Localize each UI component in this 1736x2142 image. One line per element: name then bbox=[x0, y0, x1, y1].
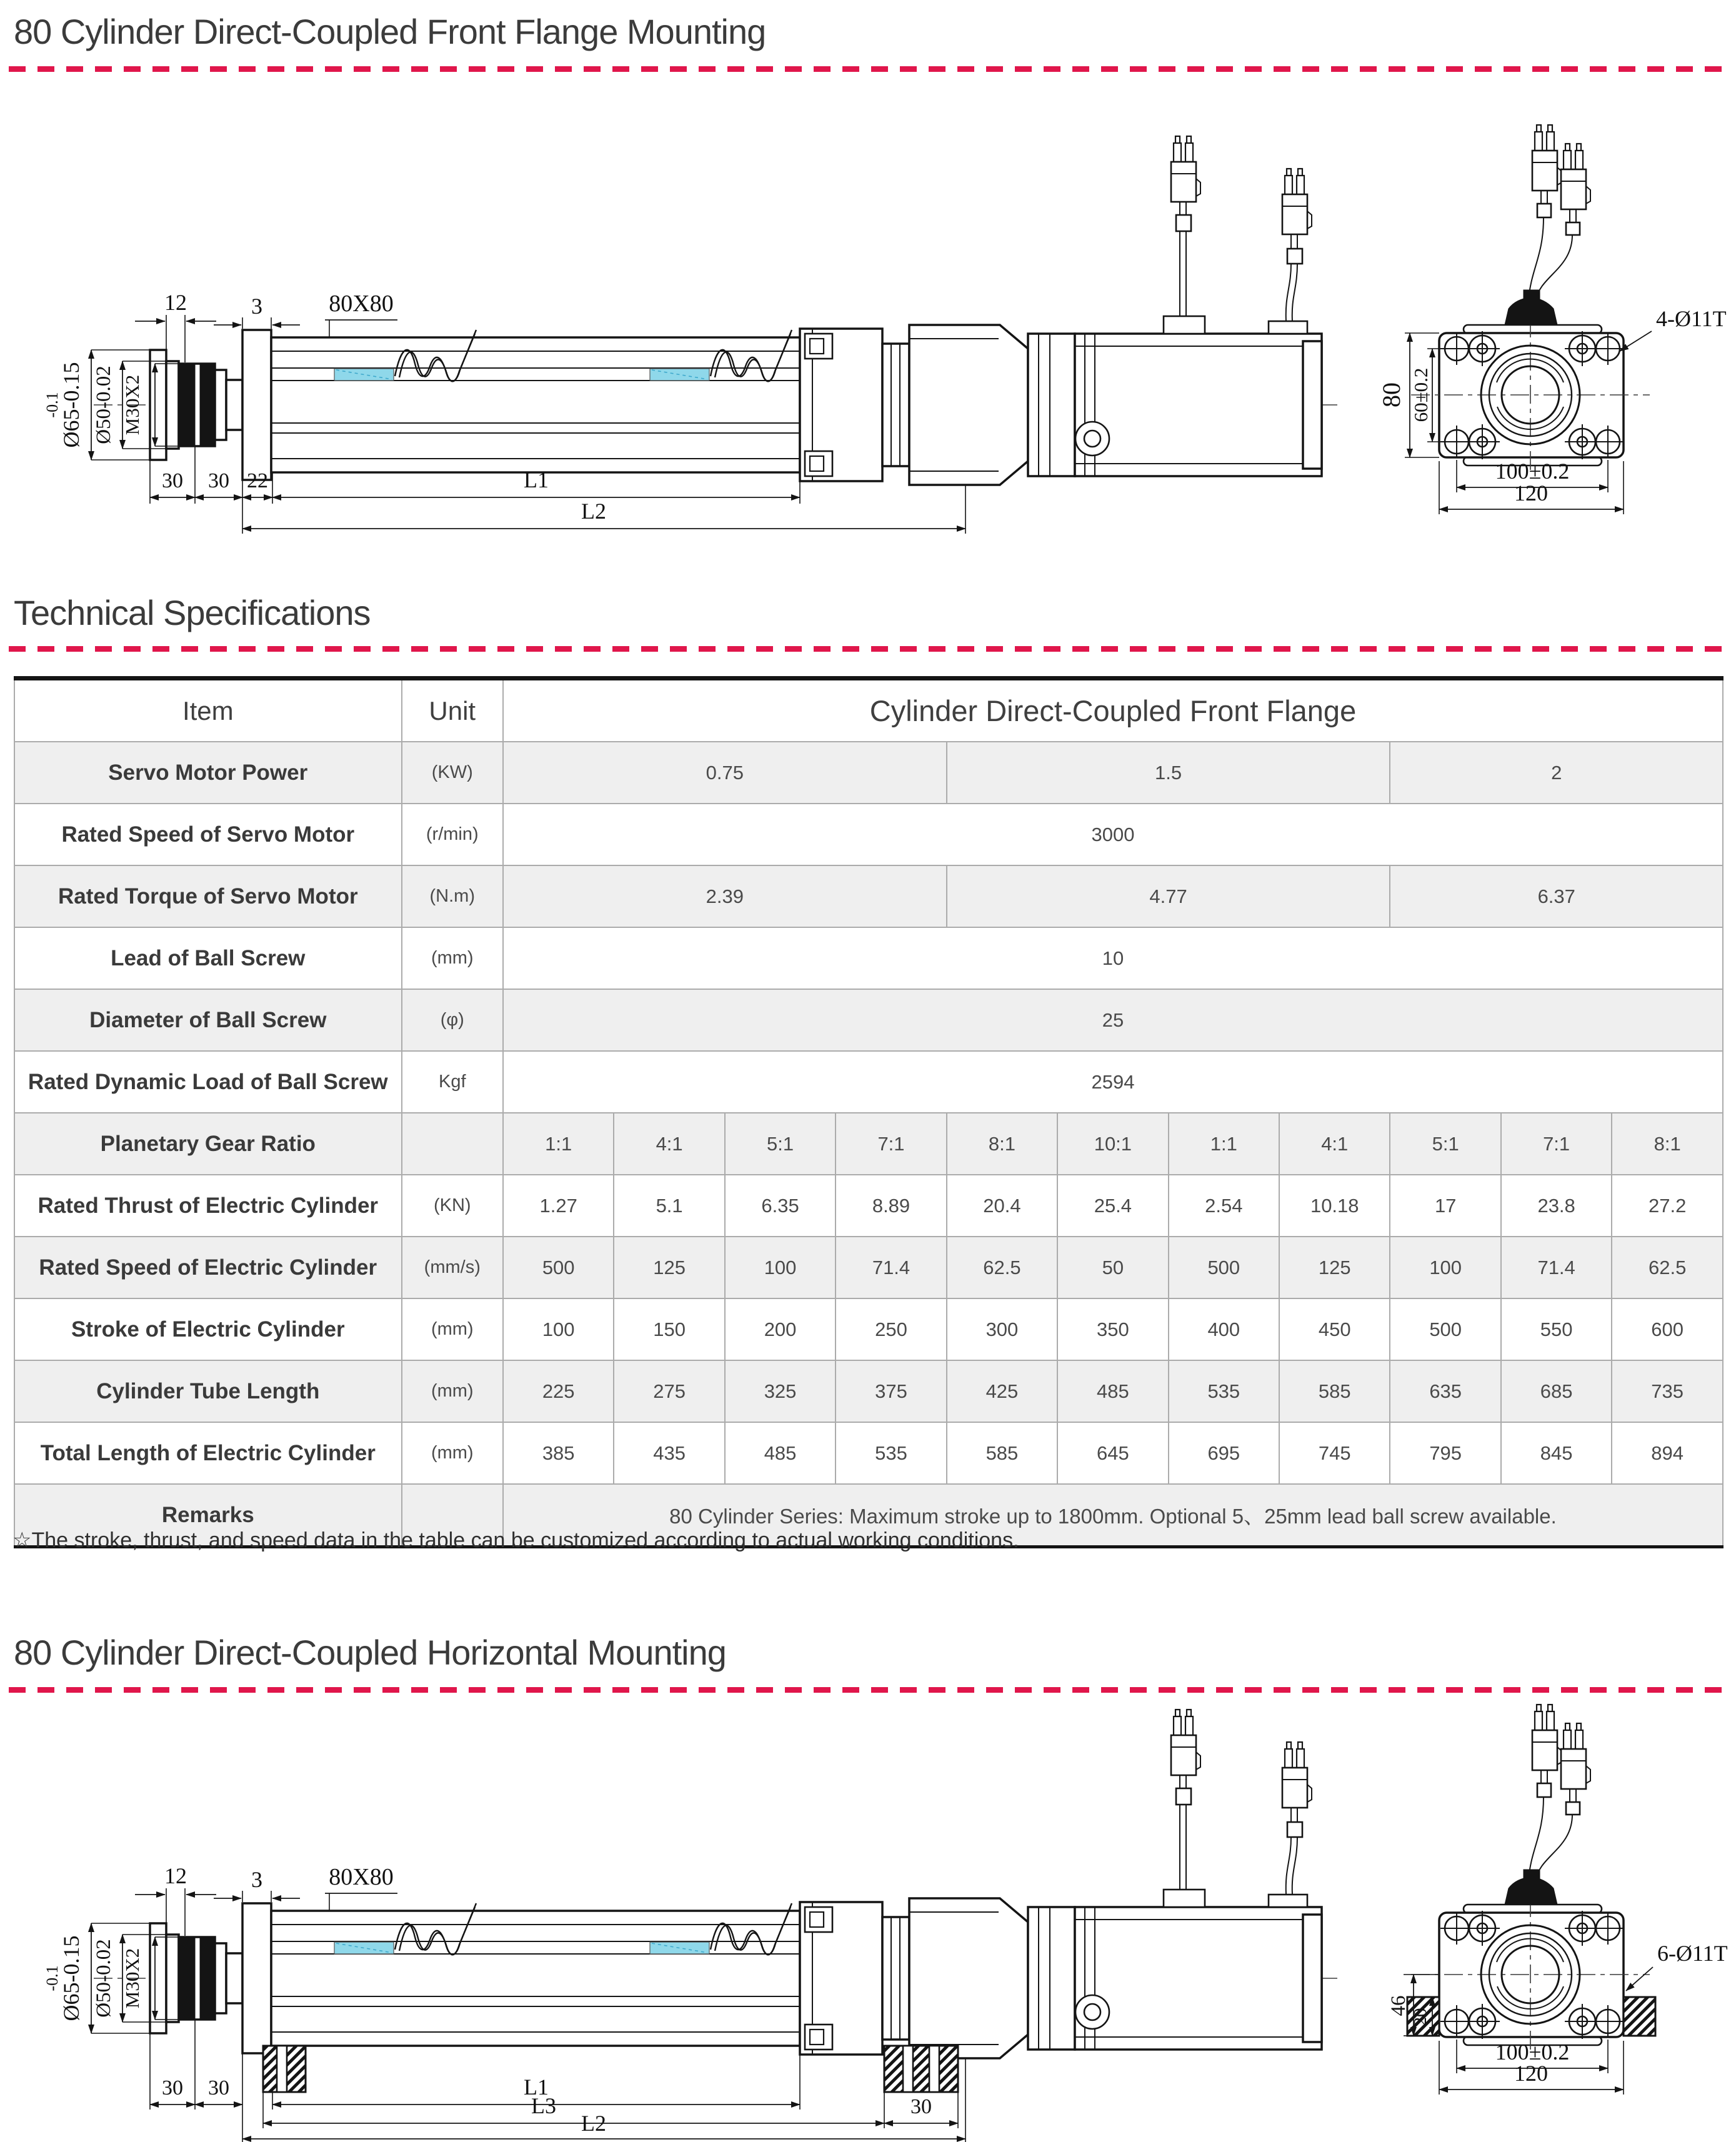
dashed-rule bbox=[9, 1687, 1726, 1693]
value-cell: 125 bbox=[1279, 1237, 1390, 1298]
value-cell: 25.4 bbox=[1057, 1175, 1168, 1237]
value-cell: 5.1 bbox=[614, 1175, 724, 1237]
value-cell: 600 bbox=[1612, 1298, 1723, 1360]
table-row bbox=[14, 1237, 1723, 1298]
value-cell: 2594 bbox=[503, 1051, 1723, 1113]
value-cell: 62.5 bbox=[1612, 1237, 1723, 1298]
table-row bbox=[14, 742, 1723, 804]
value-cell: 20.4 bbox=[947, 1175, 1057, 1237]
unit-cell: (φ) bbox=[402, 989, 503, 1051]
dim-label: 20 bbox=[1410, 2008, 1430, 2026]
value-cell: 2.54 bbox=[1169, 1175, 1279, 1237]
value-cell: 485 bbox=[1057, 1360, 1168, 1422]
value-cell: 8:1 bbox=[1612, 1113, 1723, 1175]
unit-cell: (mm) bbox=[402, 1422, 503, 1484]
value-cell: 695 bbox=[1169, 1422, 1279, 1484]
value-cell: 7:1 bbox=[836, 1113, 946, 1175]
value-cell: 1.5 bbox=[947, 742, 1390, 804]
value-cell: 500 bbox=[503, 1237, 614, 1298]
value-cell: 585 bbox=[947, 1422, 1057, 1484]
value-cell: 23.8 bbox=[1501, 1175, 1612, 1237]
value-cell: 100 bbox=[503, 1298, 614, 1360]
dim-label: -0.1 bbox=[43, 1965, 61, 1991]
value-cell: 845 bbox=[1501, 1422, 1612, 1484]
value-cell: 0.75 bbox=[503, 742, 947, 804]
item-cell: Rated Dynamic Load of Ball Screw bbox=[14, 1051, 402, 1113]
dim-label: Ø65-0.15 bbox=[59, 362, 84, 448]
item-cell: Diameter of Ball Screw bbox=[14, 989, 402, 1051]
table-row bbox=[14, 989, 1723, 1051]
value-cell: 17 bbox=[1390, 1175, 1500, 1237]
unit-cell: Kgf bbox=[402, 1051, 503, 1113]
dim-label: 100±0.2 bbox=[1495, 2040, 1570, 2065]
table-row bbox=[14, 865, 1723, 927]
dim-label: 80X80 bbox=[329, 1864, 394, 1890]
dim-label: 120 bbox=[1514, 481, 1548, 506]
dim-label: Ø65-0.15 bbox=[59, 1935, 84, 2021]
table-row bbox=[14, 1175, 1723, 1237]
value-cell: 4.77 bbox=[947, 865, 1390, 927]
unit-cell: (N.m) bbox=[402, 865, 503, 927]
value-cell: 735 bbox=[1612, 1360, 1723, 1422]
value-cell: 10 bbox=[503, 927, 1723, 989]
value-cell: 6.37 bbox=[1390, 865, 1723, 927]
item-cell: Cylinder Tube Length bbox=[14, 1360, 402, 1422]
value-cell: 4:1 bbox=[614, 1113, 724, 1175]
value-cell: 1:1 bbox=[503, 1113, 614, 1175]
value-cell: 400 bbox=[1169, 1298, 1279, 1360]
value-cell: 71.4 bbox=[1501, 1237, 1612, 1298]
dashed-rule bbox=[9, 646, 1726, 652]
table-row bbox=[14, 927, 1723, 989]
dim-label: Ø50-0.02 bbox=[92, 366, 115, 444]
dim-label: M30X2 bbox=[121, 1948, 143, 2009]
dim-label: 4-Ø11T bbox=[1656, 306, 1727, 331]
value-cell: 2.39 bbox=[503, 865, 947, 927]
value-cell: 795 bbox=[1390, 1422, 1500, 1484]
value-cell: 745 bbox=[1279, 1422, 1390, 1484]
value-cell: 500 bbox=[1169, 1237, 1279, 1298]
value-cell: 225 bbox=[503, 1360, 614, 1422]
value-cell: 25 bbox=[503, 989, 1723, 1051]
dim-label: L1 bbox=[524, 2075, 549, 2100]
item-cell: Planetary Gear Ratio bbox=[14, 1113, 402, 1175]
dim-label: 46 bbox=[1387, 1995, 1410, 2016]
dim-label: 80X80 bbox=[329, 291, 394, 317]
value-cell: 500 bbox=[1390, 1298, 1500, 1360]
dim-label: 6-Ø11T bbox=[1657, 1941, 1728, 1966]
unit-cell: (r/min) bbox=[402, 804, 503, 865]
item-cell: Servo Motor Power bbox=[14, 742, 402, 804]
value-cell: 635 bbox=[1390, 1360, 1500, 1422]
col-item: Item bbox=[14, 679, 402, 742]
unit-cell: (KN) bbox=[402, 1175, 503, 1237]
dim-label: L3 bbox=[531, 2093, 556, 2118]
value-cell: 10:1 bbox=[1057, 1113, 1168, 1175]
value-cell: 1.27 bbox=[503, 1175, 614, 1237]
value-cell: 385 bbox=[503, 1422, 614, 1484]
dim-label: 12 bbox=[164, 290, 187, 315]
col-unit: Unit bbox=[402, 679, 503, 742]
dim-label: 30 bbox=[162, 469, 183, 492]
value-cell: 5:1 bbox=[1390, 1113, 1500, 1175]
value-cell: 62.5 bbox=[947, 1237, 1057, 1298]
unit-cell bbox=[402, 1113, 503, 1175]
col-group: Cylinder Direct-Coupled Front Flange bbox=[503, 679, 1723, 742]
value-cell: 350 bbox=[1057, 1298, 1168, 1360]
dashed-rule bbox=[9, 66, 1726, 72]
table-row bbox=[14, 1113, 1723, 1175]
dim-label: L1 bbox=[524, 467, 549, 492]
value-cell: 894 bbox=[1612, 1422, 1723, 1484]
value-cell: 535 bbox=[836, 1422, 946, 1484]
value-cell: 250 bbox=[836, 1298, 946, 1360]
dim-label: 3 bbox=[251, 1867, 262, 1892]
item-cell: Lead of Ball Screw bbox=[14, 927, 402, 989]
horizontal-drawing bbox=[0, 1698, 1736, 2142]
dim-label: 100±0.2 bbox=[1495, 459, 1570, 484]
value-cell: 585 bbox=[1279, 1360, 1390, 1422]
value-cell: 27.2 bbox=[1612, 1175, 1723, 1237]
unit-cell: (mm) bbox=[402, 1360, 503, 1422]
page-title: 80 Cylinder Direct-Coupled Front Flange Mounting bbox=[14, 12, 766, 51]
table-row bbox=[14, 1298, 1723, 1360]
dim-label: 30 bbox=[910, 2095, 932, 2118]
dim-label: 80 bbox=[1377, 382, 1405, 407]
dim-label: 120 bbox=[1514, 2061, 1548, 2086]
dim-label: 22 bbox=[247, 469, 268, 492]
value-cell: 485 bbox=[725, 1422, 836, 1484]
specs-title: Technical Specifications bbox=[14, 593, 371, 632]
value-cell: 71.4 bbox=[836, 1237, 946, 1298]
value-cell: 435 bbox=[614, 1422, 724, 1484]
value-cell: 8.89 bbox=[836, 1175, 946, 1237]
value-cell: 275 bbox=[614, 1360, 724, 1422]
table-header-row bbox=[14, 679, 1723, 742]
value-cell: 1:1 bbox=[1169, 1113, 1279, 1175]
value-cell: 80 Cylinder Series: Maximum stroke up to 1800mm. Optional 5、25mm lead ball screw available. bbox=[503, 1484, 1723, 1547]
item-cell: Stroke of Electric Cylinder bbox=[14, 1298, 402, 1360]
value-cell: 8:1 bbox=[947, 1113, 1057, 1175]
value-cell: 645 bbox=[1057, 1422, 1168, 1484]
dim-label: Ø50-0.02 bbox=[92, 1939, 115, 2018]
dim-label: 3 bbox=[251, 294, 262, 319]
item-cell: Rated Thrust of Electric Cylinder bbox=[14, 1175, 402, 1237]
dim-label: 30 bbox=[208, 469, 229, 492]
value-cell: 50 bbox=[1057, 1237, 1168, 1298]
dim-label: 60±0.2 bbox=[1410, 367, 1432, 422]
dim-label: M30X2 bbox=[121, 374, 143, 436]
value-cell: 550 bbox=[1501, 1298, 1612, 1360]
dim-label: -0.1 bbox=[43, 392, 61, 418]
item-cell: Total Length of Electric Cylinder bbox=[14, 1422, 402, 1484]
value-cell: 535 bbox=[1169, 1360, 1279, 1422]
dim-label: 30 bbox=[162, 2076, 183, 2100]
table-row bbox=[14, 804, 1723, 865]
value-cell: 150 bbox=[614, 1298, 724, 1360]
spec-table bbox=[14, 676, 1724, 1548]
item-cell: Rated Speed of Servo Motor bbox=[14, 804, 402, 865]
value-cell: 2 bbox=[1390, 742, 1723, 804]
value-cell: 425 bbox=[947, 1360, 1057, 1422]
item-cell: Rated Torque of Servo Motor bbox=[14, 865, 402, 927]
dim-label: 30 bbox=[208, 2076, 229, 2100]
value-cell: 10.18 bbox=[1279, 1175, 1390, 1237]
item-cell: Remarks bbox=[14, 1484, 402, 1547]
value-cell: 100 bbox=[1390, 1237, 1500, 1298]
value-cell: 5:1 bbox=[725, 1113, 836, 1175]
unit-cell: (mm) bbox=[402, 927, 503, 989]
item-cell: Rated Speed of Electric Cylinder bbox=[14, 1237, 402, 1298]
spec-table-body bbox=[14, 742, 1723, 1547]
value-cell: 325 bbox=[725, 1360, 836, 1422]
value-cell: 4:1 bbox=[1279, 1113, 1390, 1175]
value-cell: 200 bbox=[725, 1298, 836, 1360]
value-cell: 6.35 bbox=[725, 1175, 836, 1237]
table-row bbox=[14, 1360, 1723, 1422]
value-cell: 100 bbox=[725, 1237, 836, 1298]
value-cell: 125 bbox=[614, 1237, 724, 1298]
unit-cell: (mm/s) bbox=[402, 1237, 503, 1298]
value-cell: 7:1 bbox=[1501, 1113, 1612, 1175]
dim-label: 12 bbox=[164, 1863, 187, 1888]
value-cell: 300 bbox=[947, 1298, 1057, 1360]
dim-label: L2 bbox=[581, 499, 606, 524]
table-row bbox=[14, 1051, 1723, 1113]
unit-cell: (KW) bbox=[402, 742, 503, 804]
dim-label: L2 bbox=[581, 2111, 606, 2136]
value-cell: 375 bbox=[836, 1360, 946, 1422]
unit-cell: (mm) bbox=[402, 1298, 503, 1360]
footnote: ☆The stroke, thrust, and speed data in the table can be customized according to actual working conditions. bbox=[12, 1528, 1019, 1552]
front-flange-drawing bbox=[0, 81, 1736, 581]
value-cell: 3000 bbox=[503, 804, 1723, 865]
value-cell: 685 bbox=[1501, 1360, 1612, 1422]
horizontal-title: 80 Cylinder Direct-Coupled Horizontal Mounting bbox=[14, 1633, 726, 1672]
value-cell: 450 bbox=[1279, 1298, 1390, 1360]
table-row bbox=[14, 1422, 1723, 1484]
